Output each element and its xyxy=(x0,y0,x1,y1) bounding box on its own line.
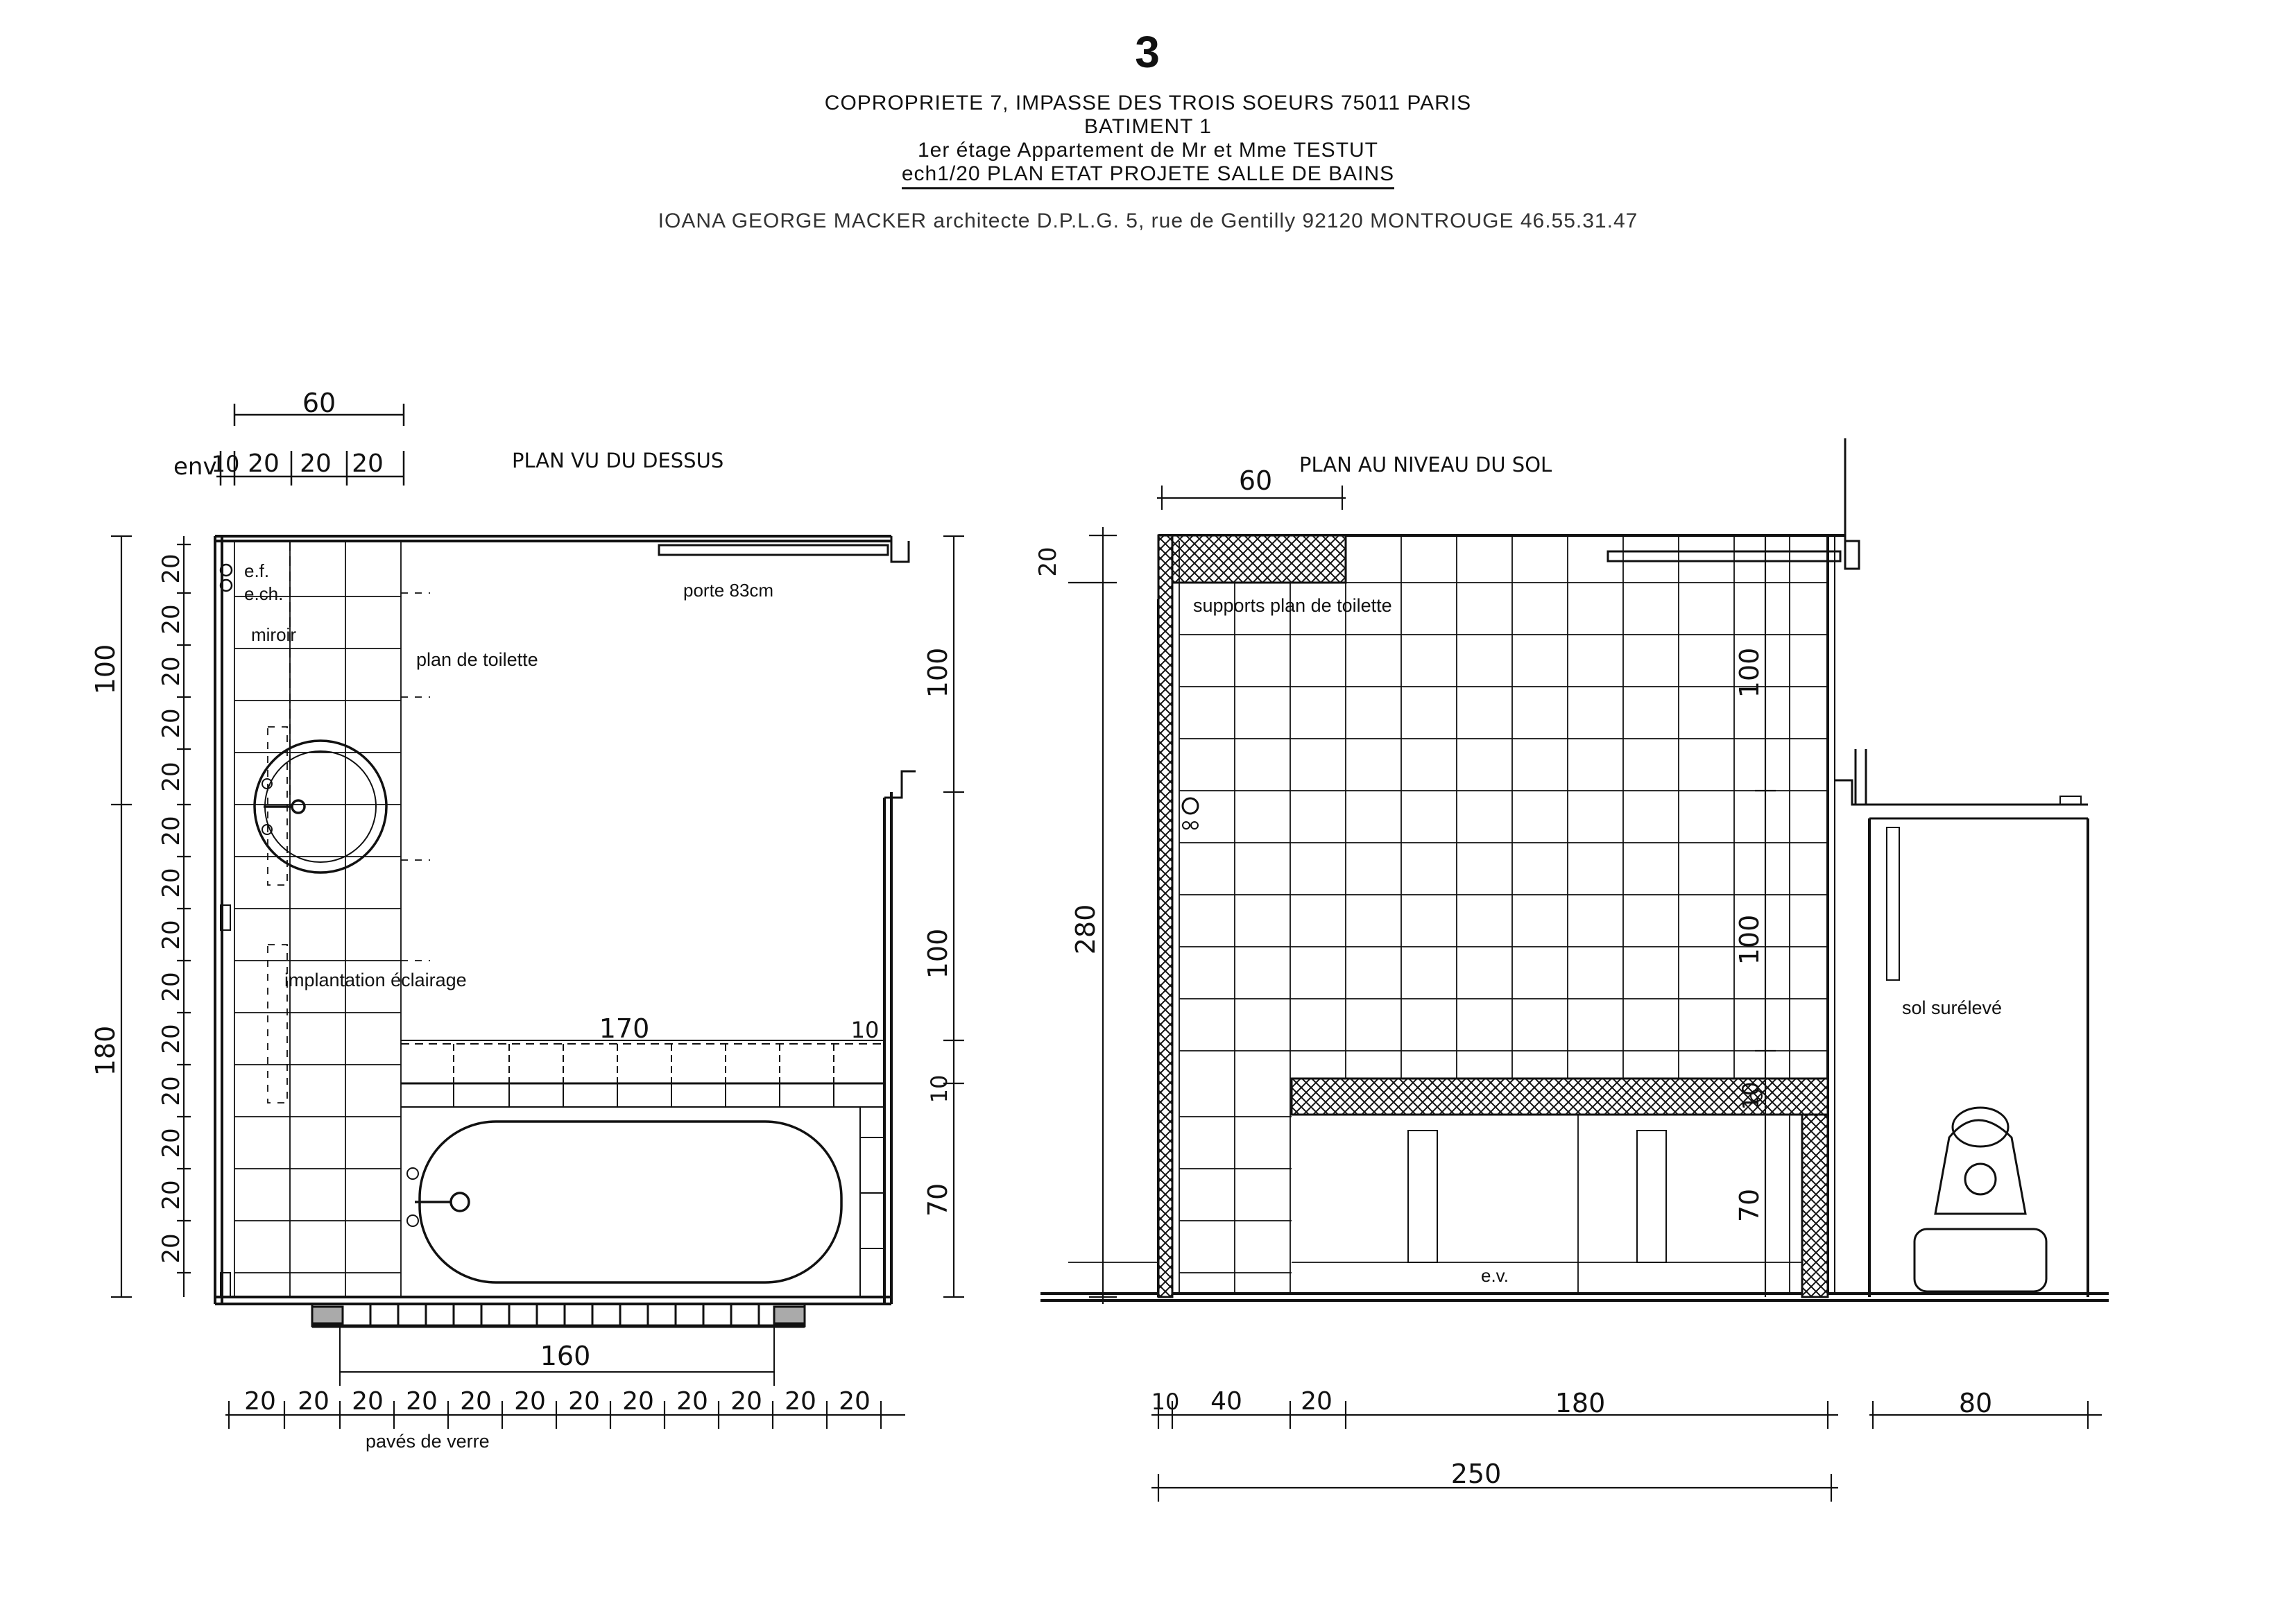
left-top-dim-20a: 20 xyxy=(248,449,280,478)
right-bottom-dim-labels xyxy=(1151,1387,1993,1418)
title-apartment-text: 1er étage Appartement de Mr et Mme TESTUT xyxy=(917,139,1379,162)
right-inner-dim-10: 10 xyxy=(1738,1081,1764,1110)
bottom-dim: 20 xyxy=(514,1387,546,1416)
left-top-dim-20b: 20 xyxy=(300,449,332,478)
bottom-dim: 20 xyxy=(298,1387,329,1416)
right-bottom-dim: 20 xyxy=(1301,1387,1333,1416)
right-plan-heading: PLAN AU NIVEAU DU SOL xyxy=(1299,453,1552,476)
right-top-dim-60: 60 xyxy=(1238,465,1273,496)
right-inner-dim-100b: 100 xyxy=(1734,914,1765,965)
left-dim-10: 10 xyxy=(850,1017,880,1043)
bottom-dim: 20 xyxy=(460,1387,492,1416)
right-bottom-dim: 180 xyxy=(1554,1388,1606,1418)
left-tile-dim: 20 xyxy=(157,1233,185,1264)
left-walls xyxy=(215,536,916,1304)
right-inner-dim-100a: 100 xyxy=(1734,647,1765,698)
glass-blocks xyxy=(312,1304,805,1326)
floor-tiles xyxy=(1068,535,1828,1294)
left-tile-dim: 20 xyxy=(157,1180,185,1210)
left-tile-dim: 20 xyxy=(157,1128,185,1158)
left-tile-dim: 20 xyxy=(157,1024,185,1054)
bottom-dim: 20 xyxy=(676,1387,708,1416)
label-plan-de-toilette: plan de toilette xyxy=(416,649,538,670)
bottom-dim: 20 xyxy=(244,1387,276,1416)
left-vanity-tiles xyxy=(234,541,401,1297)
left-tile-dim: 20 xyxy=(157,708,185,739)
support-feet xyxy=(1408,1131,1666,1262)
right-door-rail xyxy=(1608,551,1840,561)
washbasin-icon xyxy=(255,741,386,873)
sheet-number-text: 3 xyxy=(1135,27,1161,77)
left-bottom-dim-labels xyxy=(244,1387,871,1416)
right-vertical-dim-lines xyxy=(1068,527,1776,1304)
left-dim-170: 170 xyxy=(599,1013,650,1044)
title-building-text: BATIMENT 1 xyxy=(1084,115,1212,138)
supports-plan-de-toilette xyxy=(1172,535,1346,583)
left-tile-dim: 20 xyxy=(157,920,185,950)
bottom-dim: 20 xyxy=(568,1387,600,1416)
right-bottom-dim: 80 xyxy=(1958,1388,1993,1418)
right-bottom-total-250: 250 xyxy=(1450,1459,1502,1489)
left-tile-dim: 20 xyxy=(157,1076,185,1106)
left-tile-dim: 20 xyxy=(157,868,185,898)
bottom-dim: 20 xyxy=(730,1387,762,1416)
left-hatched-wall xyxy=(1158,535,1172,1297)
left-tile-dim: 20 xyxy=(157,972,185,1002)
left-top-dim-60: 60 xyxy=(302,388,336,418)
left-plan-heading: PLAN VU DU DESSUS xyxy=(512,449,724,472)
label-ech: e.ch. xyxy=(244,583,284,604)
left-tile-dim: 20 xyxy=(157,762,185,792)
bottom-dim: 20 xyxy=(622,1387,654,1416)
label-paves-de-verre: pavés de verre xyxy=(366,1431,490,1452)
left-right-dim-70: 70 xyxy=(923,1183,953,1217)
left-top-dim-20c: 20 xyxy=(352,449,384,478)
label-sol-sureleve: sol surélevé xyxy=(1902,997,2003,1018)
label-miroir: miroir xyxy=(251,624,296,645)
bottom-dim: 20 xyxy=(406,1387,438,1416)
left-tile-dim: 20 xyxy=(157,604,185,635)
title-address-text: COPROPRIETE 7, IMPASSE DES TROIS SOEURS 75011 PARIS xyxy=(824,92,1472,114)
plan-vu-du-dessus xyxy=(90,388,964,1452)
left-door xyxy=(659,545,888,555)
left-right-dim-100a: 100 xyxy=(923,647,953,698)
left-right-dim-10: 10 xyxy=(926,1074,952,1104)
title-architect-text: IOANA GEORGE MACKER architecte D.P.L.G. 5, rue de Gentilly 92120 MONTROUGE 46.55.31.47 xyxy=(658,209,1638,232)
left-right-dim-100b: 100 xyxy=(923,928,953,979)
label-porte: porte 83cm xyxy=(683,580,774,601)
floor-drain-icon xyxy=(1183,798,1762,1101)
right-dim-280: 280 xyxy=(1070,904,1101,955)
label-ef: e.f. xyxy=(244,560,270,581)
left-tile-dim: 20 xyxy=(157,816,185,846)
bottom-dim: 20 xyxy=(839,1387,871,1416)
right-bottom-dim: 10 xyxy=(1151,1389,1180,1415)
title-drawing-text: ech1/20 PLAN ETAT PROJETE SALLE DE BAINS xyxy=(902,162,1394,189)
left-tile-dim: 20 xyxy=(157,656,185,687)
bathtub-icon xyxy=(407,1122,841,1282)
right-dim-20: 20 xyxy=(1034,547,1062,577)
plan-au-niveau-du-sol xyxy=(1034,438,2109,1502)
label-ev: e.v. xyxy=(1481,1265,1509,1286)
left-top-dim-10: 10 xyxy=(211,451,240,477)
left-tile-dim: 20 xyxy=(157,553,185,584)
bath-area xyxy=(401,1044,884,1297)
left-total-180: 180 xyxy=(90,1025,121,1076)
left-top-dim-env: env xyxy=(173,453,217,481)
right-inner-dim-70: 70 xyxy=(1734,1188,1765,1223)
left-total-100: 100 xyxy=(90,644,121,695)
left-dashed-counter-lines xyxy=(268,593,430,1103)
toilet-icon xyxy=(1887,827,2046,1291)
bottom-dim: 20 xyxy=(785,1387,816,1416)
right-bottom-dim: 40 xyxy=(1210,1387,1242,1416)
bath-support-hatch-vertical xyxy=(1802,1115,1828,1297)
label-supports: supports plan de toilette xyxy=(1193,595,1392,616)
bottom-dim: 20 xyxy=(352,1387,384,1416)
label-implantation-eclairage: implantation éclairage xyxy=(284,970,467,990)
left-dim-160: 160 xyxy=(540,1341,591,1371)
